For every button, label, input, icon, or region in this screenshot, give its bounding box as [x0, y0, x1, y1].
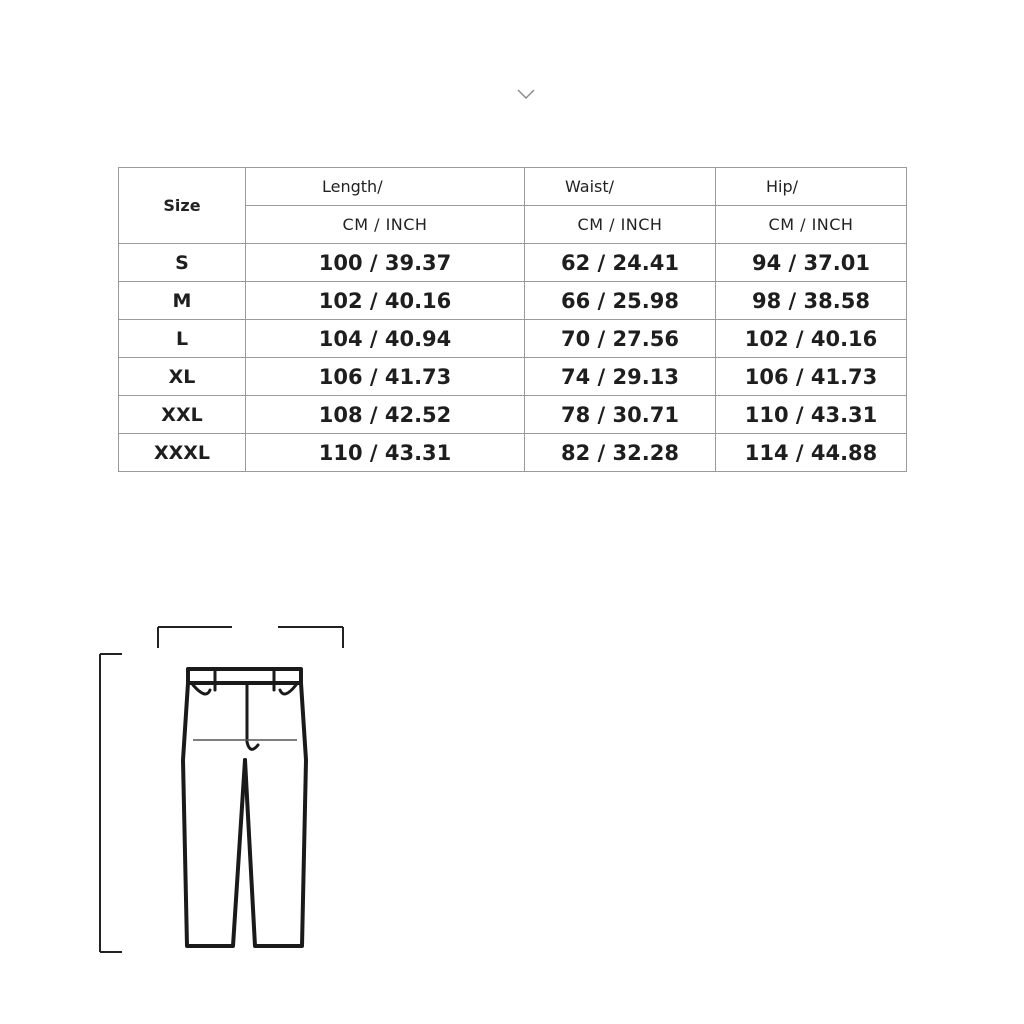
table-row — [119, 396, 907, 434]
length-cell: 110 / 43.31 — [246, 434, 525, 472]
size-table — [118, 167, 907, 472]
header-row-names — [119, 168, 907, 206]
waist-unit-header: CM / INCH — [525, 206, 716, 244]
size-header: Size — [119, 168, 246, 244]
waist-cell: 62 / 24.41 — [525, 244, 716, 282]
table-row — [119, 320, 907, 358]
size-cell: M — [119, 282, 246, 320]
length-cell: 102 / 40.16 — [246, 282, 525, 320]
waist-cell: 70 / 27.56 — [525, 320, 716, 358]
length-cell: 106 / 41.73 — [246, 358, 525, 396]
hip-cell: 106 / 41.73 — [716, 358, 907, 396]
length-cell: 108 / 42.52 — [246, 396, 525, 434]
hip-cell: 114 / 44.88 — [716, 434, 907, 472]
waist-cell: 78 / 30.71 — [525, 396, 716, 434]
size-cell: L — [119, 320, 246, 358]
table-row — [119, 434, 907, 472]
length-unit-header: CM / INCH — [246, 206, 525, 244]
length-header: Length/ — [246, 168, 525, 206]
pants-measurement-icon — [90, 620, 360, 960]
waist-bracket — [158, 627, 343, 648]
hip-unit-header: CM / INCH — [716, 206, 907, 244]
waist-cell: 66 / 25.98 — [525, 282, 716, 320]
hip-cell: 110 / 43.31 — [716, 396, 907, 434]
hip-cell: 98 / 38.58 — [716, 282, 907, 320]
size-cell: XXL — [119, 396, 246, 434]
length-bracket — [100, 654, 122, 952]
size-cell: XXXL — [119, 434, 246, 472]
table-row — [119, 282, 907, 320]
table-row — [119, 358, 907, 396]
hip-header: Hip/ — [716, 168, 907, 206]
pants-outline — [183, 669, 306, 946]
hip-cell: 94 / 37.01 — [716, 244, 907, 282]
length-cell: 100 / 39.37 — [246, 244, 525, 282]
chevron-down-icon — [516, 88, 536, 100]
size-cell: S — [119, 244, 246, 282]
waist-cell: 74 / 29.13 — [525, 358, 716, 396]
hip-cell: 102 / 40.16 — [716, 320, 907, 358]
size-cell: XL — [119, 358, 246, 396]
waist-header: Waist/ — [525, 168, 716, 206]
length-cell: 104 / 40.94 — [246, 320, 525, 358]
table-row — [119, 244, 907, 282]
waist-cell: 82 / 32.28 — [525, 434, 716, 472]
